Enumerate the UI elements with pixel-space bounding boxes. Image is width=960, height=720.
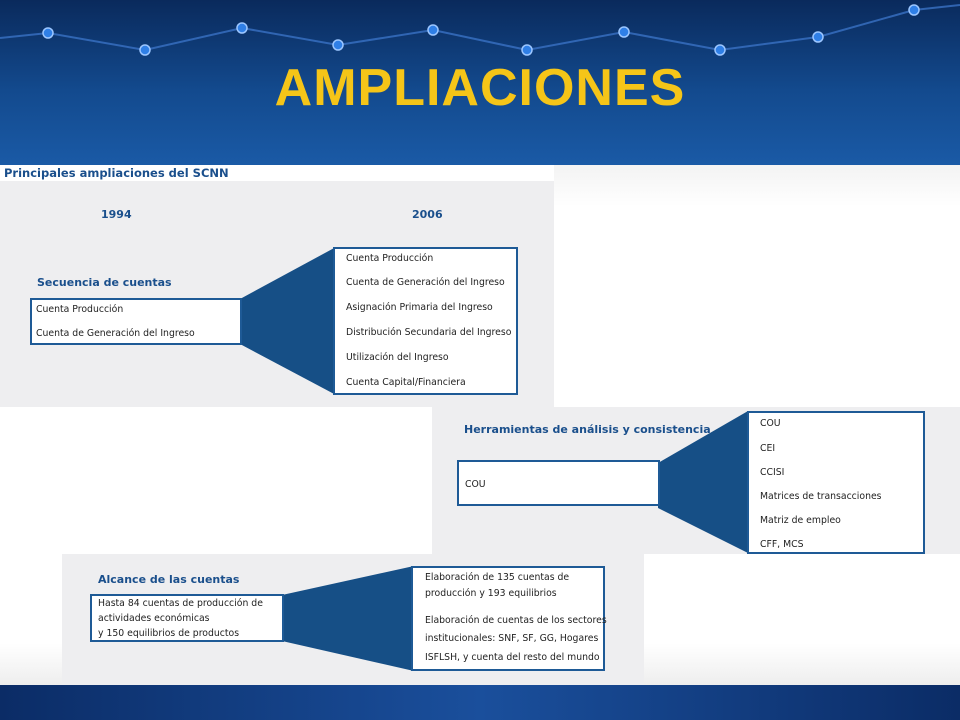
- list-item: CFF, MCS: [760, 539, 804, 550]
- network-node: [522, 45, 532, 55]
- network-node: [140, 45, 150, 55]
- panel-scope: [62, 554, 644, 685]
- section-title-tools: Herramientas de análisis y consistencia: [464, 423, 711, 436]
- list-item: COU: [760, 418, 781, 429]
- list-item: Cuenta de Generación del Ingreso: [36, 328, 195, 339]
- network-node: [237, 23, 247, 33]
- text-line: institucionales: SNF, SF, GG, Hogares: [425, 633, 599, 644]
- list-item: Asignación Primaria del Ingreso: [346, 302, 493, 313]
- text-line: actividades económicas: [98, 613, 210, 624]
- network-node: [909, 5, 919, 15]
- funnel-connector: [658, 411, 748, 553]
- list-item: COU: [465, 479, 486, 490]
- text-line: y 150 equilibrios de productos: [98, 628, 240, 639]
- list-item: Utilización del Ingreso: [346, 352, 449, 363]
- funnel-connector: [240, 247, 336, 395]
- network-node: [715, 45, 725, 55]
- network-node: [43, 28, 53, 38]
- network-node: [619, 27, 629, 37]
- text-line: Elaboración de cuentas de los sectores: [425, 615, 607, 626]
- list-item: Matrices de transacciones: [760, 491, 882, 502]
- box-tools-after: [747, 411, 925, 554]
- list-item: Cuenta Capital/Financiera: [346, 377, 466, 388]
- text-line: producción y 193 equilibrios: [425, 588, 557, 599]
- panel-sequence: [0, 165, 554, 407]
- list-item: CCISI: [760, 467, 785, 478]
- slide-footer: [0, 685, 960, 720]
- year-left: 1994: [101, 208, 132, 221]
- section-title-scope: Alcance de las cuentas: [98, 573, 240, 586]
- slide-header: [0, 0, 960, 165]
- list-item: Cuenta Producción: [346, 253, 434, 264]
- list-item: Matriz de empleo: [760, 515, 841, 526]
- list-item: CEI: [760, 443, 776, 454]
- slide-title: AMPLIACIONES: [274, 59, 686, 117]
- funnel-connector: [282, 566, 414, 671]
- box-2006-accounts: [333, 247, 518, 395]
- network-node: [813, 32, 823, 42]
- list-item: Distribución Secundaria del Ingreso: [346, 327, 512, 338]
- text-line: Elaboración de 135 cuentas de: [425, 572, 570, 583]
- box-tools-before: [457, 460, 660, 506]
- year-right: 2006: [412, 208, 443, 221]
- panel-heading-text: Principales ampliaciones del SCNN: [4, 166, 229, 180]
- network-node: [428, 25, 438, 35]
- list-item: Cuenta Producción: [36, 304, 124, 315]
- list-item: Cuenta de Generación del Ingreso: [346, 277, 505, 288]
- network-node: [333, 40, 343, 50]
- text-line: ISFLSH, y cuenta del resto del mundo: [425, 652, 600, 663]
- section-title-sequence: Secuencia de cuentas: [37, 276, 172, 289]
- panel-tools: [432, 407, 960, 554]
- text-line: Hasta 84 cuentas de producción de: [98, 598, 263, 609]
